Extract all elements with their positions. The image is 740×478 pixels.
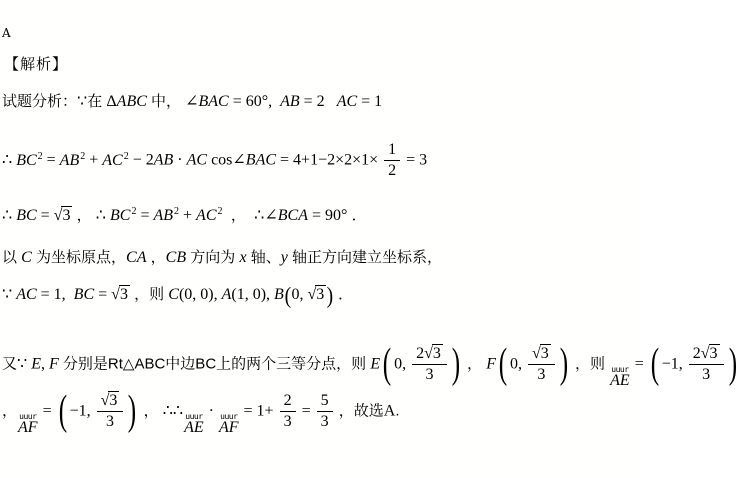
roman-run: −1, — [661, 355, 687, 373]
roman-run: − 2 — [128, 151, 154, 169]
vector-token — [610, 366, 630, 389]
radical-token — [701, 345, 720, 362]
roman-run: ∠ — [232, 151, 246, 169]
power-token — [196, 207, 222, 224]
math-run: AC — [336, 93, 358, 110]
big-paren: ( — [58, 387, 67, 434]
power-base: AB — [153, 207, 174, 224]
text-run: ． — [333, 286, 354, 304]
roman-run: = 1+ — [239, 402, 278, 420]
solution-line-3 — [2, 201, 367, 227]
power-exponent: 2 — [217, 206, 223, 217]
big-paren: ) — [559, 340, 568, 387]
vector-arrow-icon: uuur — [220, 411, 238, 421]
text-run: ， — [72, 207, 96, 224]
math-run: x — [239, 249, 247, 266]
vector-token — [18, 413, 38, 436]
power-token — [110, 207, 136, 224]
text-run: 轴、 — [246, 249, 281, 266]
fraction-numerator — [689, 345, 724, 365]
roman-run: = — [42, 151, 60, 169]
power-exponent: 2 — [37, 150, 43, 162]
roman-run: 0, — [291, 286, 308, 304]
power-exponent: 2 — [123, 150, 129, 162]
power-token — [102, 152, 128, 169]
big-paren: ) — [451, 340, 461, 387]
roman-run: 1 — [388, 141, 397, 158]
solution-line-2 — [2, 141, 427, 181]
vector-name: AF — [18, 418, 38, 436]
roman-run: ∠ — [181, 93, 199, 110]
text-run: ，则 — [129, 286, 169, 304]
fraction-numerator — [280, 392, 296, 412]
fraction-numerator — [384, 141, 400, 161]
text-run: 试题分析： — [2, 93, 78, 110]
roman-run: = 1 — [357, 93, 383, 110]
math-run: F — [48, 355, 59, 373]
fraction-denominator — [284, 412, 292, 431]
fraction-token — [528, 345, 555, 385]
roman-run: = — [297, 402, 315, 420]
radical-sign-icon: √ — [307, 286, 317, 304]
roman-run: ∴ — [254, 207, 265, 224]
power-token — [60, 152, 86, 169]
roman-run: = 60°, — [228, 93, 281, 110]
roman-run: ∴ — [95, 207, 110, 224]
solution-line-4 — [2, 247, 442, 269]
fraction-token — [412, 345, 447, 385]
radical-token — [424, 345, 443, 362]
vector-token — [219, 413, 239, 436]
math-run: C — [21, 249, 32, 266]
power-token — [153, 207, 179, 224]
text-run: ， — [462, 355, 487, 373]
math-run: AC — [16, 286, 37, 304]
roman-run: = 2 — [299, 93, 337, 110]
radical-sign-icon: √ — [111, 286, 120, 304]
roman-run: 5 — [320, 392, 329, 409]
roman-run: cos — [207, 151, 233, 169]
roman-run: , — [40, 355, 49, 373]
fraction-denominator — [702, 365, 710, 384]
text-run: ． — [347, 207, 367, 224]
fraction-numerator — [97, 392, 124, 412]
text-run: 方向为 — [186, 249, 240, 266]
roman-run: = 1, — [36, 286, 74, 304]
text-run: ， — [2, 402, 18, 420]
power-base: BC — [16, 151, 37, 169]
power-base: AC — [102, 151, 123, 169]
roman-run: 3 — [106, 413, 115, 431]
math-run: BAC — [245, 151, 277, 169]
text-run: ， — [139, 402, 163, 420]
roman-run: · — [173, 151, 187, 169]
text-run: . — [395, 402, 400, 420]
roman-run: (1, 0), — [231, 286, 275, 304]
math-run: E — [370, 355, 381, 373]
fraction-denominator — [106, 412, 114, 431]
roman-run: · — [204, 402, 218, 420]
power-token — [16, 152, 42, 169]
roman-run: + — [85, 151, 103, 169]
roman-run: (0, 0), — [178, 286, 222, 304]
roman-run: + — [179, 207, 197, 224]
text-run: 以 — [2, 249, 22, 266]
fraction-token — [384, 141, 400, 181]
fraction-numerator — [528, 345, 555, 365]
math-run: AB — [280, 93, 300, 110]
roman-run: = — [38, 402, 56, 420]
roman-run: 2 — [283, 392, 292, 409]
math-run: AC — [186, 151, 208, 169]
radicand: 3 — [709, 345, 718, 362]
radical-sign-icon: √ — [100, 392, 110, 409]
roman-run: 2 — [416, 345, 425, 362]
radical-token — [111, 286, 130, 303]
math-run: A — [221, 286, 232, 304]
math-run: BC — [16, 207, 37, 224]
math-run: CA — [126, 249, 147, 266]
text-run: 在 — [87, 93, 107, 110]
text-run: ， — [146, 249, 166, 266]
roman-run: ∵ — [17, 355, 32, 373]
roman-run: 0, — [394, 355, 411, 373]
text-run: 轴正方向建立坐标系， — [287, 249, 442, 266]
radicand: 3 — [119, 286, 128, 304]
radical-sign-icon: √ — [53, 207, 63, 224]
vector-arrow-icon: uuur — [185, 411, 203, 421]
math-run: E — [31, 355, 41, 373]
radical-sign-icon: √ — [424, 345, 433, 362]
power-base: BC — [109, 207, 131, 224]
roman-run: 2 — [692, 345, 701, 362]
radical-token — [532, 345, 551, 362]
big-paren: ( — [498, 340, 508, 387]
text-run: ，故选 — [334, 402, 384, 420]
radical-sign-icon: √ — [700, 345, 710, 362]
roman-run: −1, — [69, 402, 95, 420]
roman-run: 3 — [320, 413, 329, 431]
roman-run: = — [36, 207, 54, 224]
text-run: 为坐标原点， — [31, 249, 127, 266]
roman-run: A — [2, 26, 11, 40]
roman-run: 3 — [283, 413, 292, 431]
power-exponent: 2 — [80, 150, 86, 162]
roman-run: = — [94, 286, 112, 304]
text-run: 分别是Rt△ABC中边BC上的两个三等分点，则 — [58, 355, 371, 373]
roman-run: ∴∴ — [162, 402, 184, 420]
power-base: AC — [196, 207, 217, 224]
solution-line-1 — [2, 91, 382, 113]
fraction-numerator — [412, 345, 447, 365]
answer-letter — [2, 22, 11, 44]
power-exponent: 2 — [131, 206, 137, 217]
vector-name: AE — [184, 418, 204, 436]
fraction-denominator — [388, 161, 396, 180]
math-run: AB — [153, 151, 174, 169]
radicand: 3 — [540, 345, 549, 362]
big-paren: ( — [650, 340, 659, 387]
math-run: CB — [165, 249, 187, 266]
text-run: 【解析】 — [4, 56, 69, 73]
fraction-token — [97, 392, 124, 432]
big-paren: ( — [382, 340, 392, 387]
solution-line-5 — [2, 284, 353, 307]
fraction-token — [689, 345, 724, 385]
roman-run: A — [383, 402, 396, 420]
radical-sign-icon: √ — [532, 345, 541, 362]
vector-token — [184, 413, 204, 436]
roman-run: = 3 — [402, 151, 428, 169]
math-run: F — [486, 355, 497, 373]
roman-run: = 90° — [307, 207, 348, 224]
power-base: AB — [59, 151, 80, 169]
math-run: C — [168, 286, 179, 304]
radical-token — [308, 286, 327, 303]
math-run: ABC — [116, 93, 147, 110]
roman-run: Δ — [106, 93, 117, 110]
fraction-denominator — [321, 412, 329, 431]
math-run: BC — [73, 286, 95, 304]
math-run: BAC — [198, 93, 229, 110]
radicand: 3 — [432, 345, 441, 362]
math-run: B — [274, 286, 284, 304]
fraction-numerator — [317, 392, 333, 412]
solution-line-6 — [2, 340, 740, 389]
big-paren: ) — [728, 340, 737, 387]
roman-run: = 4+1−2×2×1× — [276, 151, 383, 169]
vector-arrow-icon: uuur — [611, 364, 629, 374]
fraction-token — [280, 392, 296, 432]
roman-run: 3 — [702, 366, 711, 384]
radical-token — [54, 207, 73, 224]
roman-run: ∴ — [2, 207, 17, 224]
radical-token — [101, 392, 120, 409]
text-run: ， — [222, 207, 255, 224]
vector-name: AF — [218, 418, 239, 436]
math-run: y — [280, 249, 288, 266]
roman-run: 0, — [510, 355, 527, 373]
math-run: BCA — [277, 207, 308, 224]
roman-run: ∴ — [2, 151, 17, 169]
radicand: 3 — [316, 286, 325, 304]
radicand: 3 — [62, 207, 71, 224]
vector-arrow-icon: uuur — [19, 411, 37, 421]
fraction-denominator — [537, 365, 545, 384]
roman-run: ∵ — [77, 93, 88, 110]
power-exponent: 2 — [174, 206, 180, 217]
text-run: ，则 — [570, 355, 610, 373]
roman-run: ∵ — [2, 286, 17, 304]
big-paren: ( — [284, 283, 291, 308]
analysis-header — [4, 54, 68, 76]
roman-run: = — [630, 355, 648, 373]
text-run: 中， — [146, 93, 182, 110]
solution-line-7 — [2, 387, 400, 436]
radicand: 3 — [109, 392, 118, 409]
vector-name: AE — [610, 371, 630, 389]
fraction-denominator — [426, 365, 434, 384]
roman-run: = — [136, 207, 154, 224]
fraction-token — [317, 392, 333, 432]
roman-run: 2 — [388, 162, 397, 180]
big-paren: ) — [128, 387, 137, 434]
big-paren: ) — [326, 283, 334, 308]
roman-run: 3 — [425, 366, 434, 384]
text-run: 又 — [2, 355, 18, 373]
roman-run: ∠ — [264, 207, 278, 224]
roman-run: 3 — [537, 366, 546, 384]
